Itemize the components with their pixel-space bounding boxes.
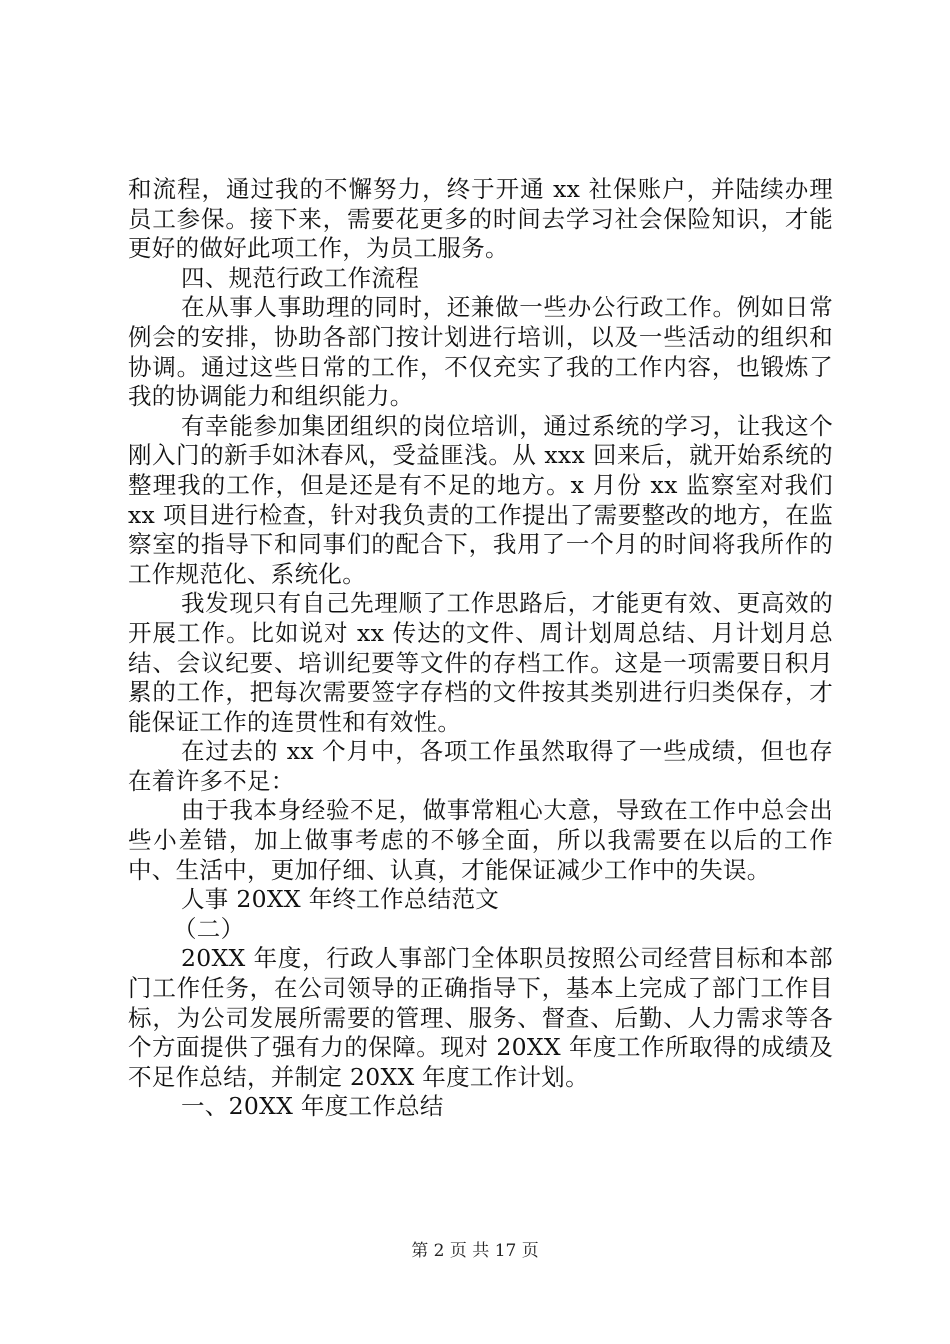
paragraph-annual-summary: 20XX 年度，行政人事部门全体职员按照公司经营目标和本部门工作任务，在公司领导的正确指导下，基本上完成了部门工作目标，为公司发展所需要的管理、服务、督查、后勤、人力需求等各个方面提供了强有力的保障。现对 20XX 年度工作所取得的成绩及不足作总结，并制定 20XX 年度工作计划。	[128, 944, 833, 1091]
document-body	[128, 175, 833, 1122]
paragraph-filing: 我发现只有自己先理顺了工作思路后，才能更有效、更高效的开展工作。比如说对 xx 传达的文件、周计划周总结、月计划月总结、会议纪要、培训纪要等文件的存档工作。这是一项需要日积月累的工作，把每次需要签字存档的文件按其类别进行归类保存，才能保证工作的连贯性和有效性。	[128, 589, 833, 736]
paragraph-admin-work: 在从事人事助理的同时，还兼做一些办公行政工作。例如日常例会的安排，协助各部门按计划进行培训，以及一些活动的组织和协调。通过这些日常的工作，不仅充实了我的工作内容，也锻炼了我的协调能力和组织能力。	[128, 293, 833, 411]
article-subtitle: （二）	[173, 914, 245, 943]
paragraph-social-insurance: 和流程，通过我的不懈努力，终于开通 xx 社保账户，并陆续办理员工参保。接下来，需要花更多的时间去学习社会保险知识，才能更好的做好此项工作，为员工服务。	[128, 175, 833, 263]
paragraph-shortcomings: 由于我本身经验不足，做事常粗心大意，导致在工作中总会出些小差错，加上做事考虑的不够全面，所以我需要在以后的工作中、生活中，更加仔细、认真，才能保证减少工作中的失误。	[128, 796, 833, 884]
paragraph-shortcomings-intro: 在过去的 xx 个月中，各项工作虽然取得了一些成绩，但也存在着许多不足：	[128, 737, 833, 795]
section-heading-admin-process: 四、规范行政工作流程	[181, 263, 419, 292]
section-heading-annual-summary: 一、20XX 年度工作总结	[181, 1092, 444, 1121]
page-number-footer: 第 2 页 共 17 页	[411, 1241, 539, 1261]
paragraph-training: 有幸能参加集团组织的岗位培训，通过系统的学习，让我这个刚入门的新手如沐春风，受益匪浅。从 xxx 回来后，就开始系统的整理我的工作，但是还是有不足的地方。x 月份 xx 监察室对我们 xx 项目进行检查，针对我负责的工作提出了需要整改的地方，在监察室的指导下和同事们的配合下，我用了一个月的时间将我所作的工作规范化、系统化。	[128, 411, 833, 588]
article-title: 人事 20XX 年终工作总结范文	[181, 885, 500, 914]
